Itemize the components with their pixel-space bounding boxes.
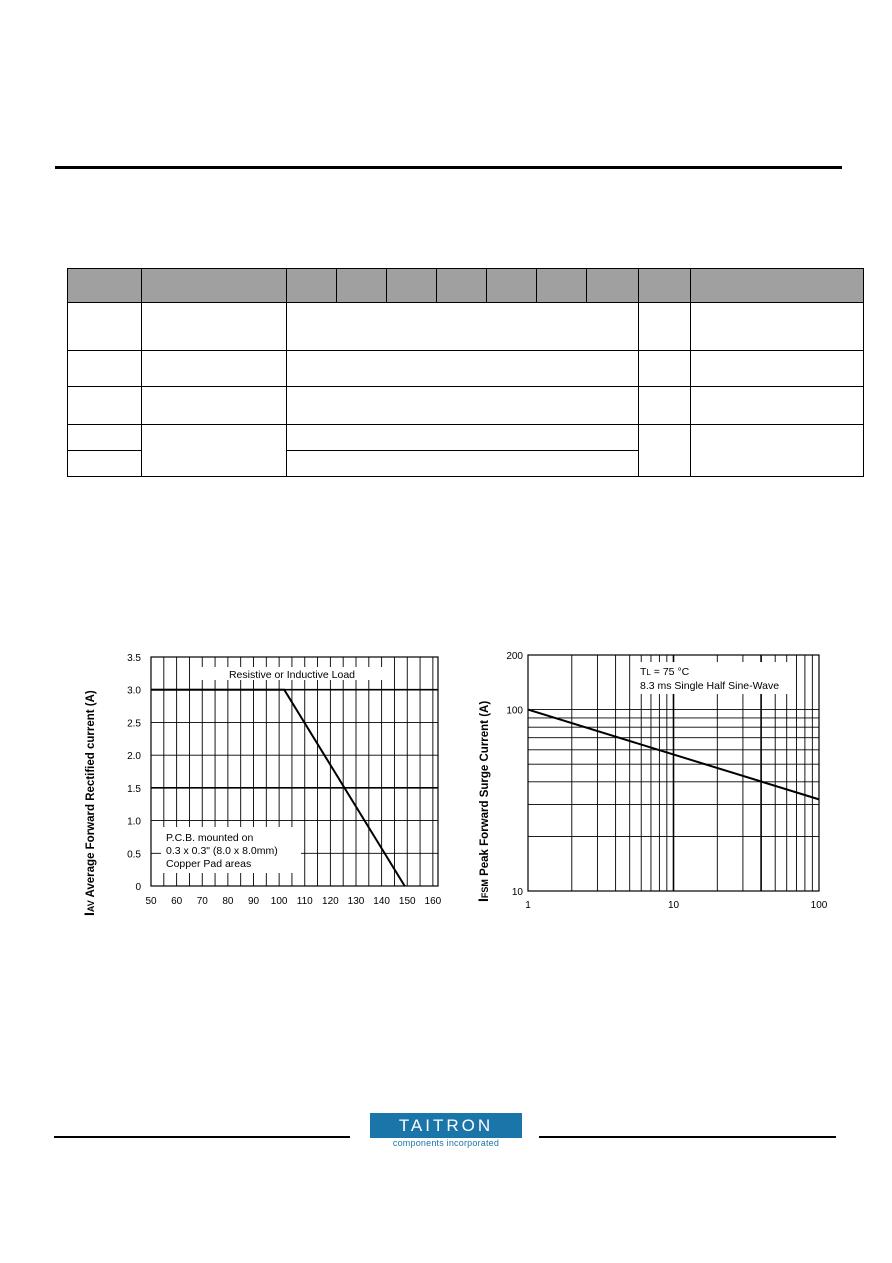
header-cell	[437, 269, 487, 303]
x-tick-label: 50	[145, 896, 157, 907]
surge-chart	[470, 640, 840, 930]
y-tick-label: 0.5	[127, 849, 141, 861]
x-tick-label: 160	[424, 896, 442, 907]
table-cell	[691, 351, 864, 387]
x-tick-label: 80	[222, 896, 234, 907]
x-tick-label: 150	[398, 896, 416, 907]
surge-chart-svg	[470, 640, 840, 930]
header-cell	[691, 269, 864, 303]
table-cell	[639, 351, 691, 387]
x-tick-label: 90	[247, 896, 260, 907]
table-cell	[68, 451, 142, 477]
table-cell	[287, 425, 639, 451]
y-tick-label: 10	[511, 887, 523, 898]
table-cell	[68, 303, 142, 351]
y-axis-label: IFSM Peak Forward Surge Current (A)	[475, 700, 491, 902]
pcb-annotation-line2: 0.3 x 0.3" (8.0 x 8.0mm)	[166, 845, 278, 857]
logo-tagline: components incorporated	[392, 1138, 500, 1148]
y-tick-label: 1.5	[127, 783, 141, 795]
header-cell	[587, 269, 639, 303]
table-cell	[639, 303, 691, 351]
header-cell	[68, 269, 142, 303]
header-cell	[142, 269, 287, 303]
table-cell	[691, 425, 864, 477]
y-tick-label: 1.0	[127, 816, 141, 828]
logo-wordmark: TAITRON	[370, 1113, 522, 1138]
table-cell	[68, 425, 142, 451]
ratings-table	[67, 268, 864, 477]
x-tick-label: 10	[667, 900, 680, 911]
x-tick-label: 1	[525, 900, 531, 911]
table-header-row	[68, 269, 864, 303]
footer-rule-right	[539, 1136, 836, 1138]
pcb-annotation-line1: P.C.B. mounted on	[166, 832, 254, 844]
x-tick-label: 100	[810, 900, 828, 911]
table-cell	[68, 387, 142, 425]
table-cell	[287, 451, 639, 477]
y-tick-label: 2.5	[127, 718, 141, 730]
y-axis-label: IAV Average Forward Rectified current (A)	[81, 690, 97, 916]
derating-chart-svg	[76, 640, 446, 930]
table-row	[68, 351, 864, 387]
x-tick-label: 140	[373, 896, 390, 907]
header-cell	[287, 269, 337, 303]
footer-rule-left	[54, 1136, 350, 1138]
table-row	[68, 303, 864, 351]
table-cell	[691, 303, 864, 351]
y-tick-label: 0	[135, 882, 141, 893]
pcb-annotation-line3: Copper Pad areas	[166, 858, 252, 870]
table-cell	[68, 351, 142, 387]
table-cell	[142, 303, 287, 351]
table-cell	[142, 351, 287, 387]
header-cell	[487, 269, 537, 303]
x-tick-label: 70	[196, 896, 208, 907]
y-tick-label: 3.5	[127, 653, 141, 664]
waveform-annotation: 8.3 ms Single Half Sine-Wave	[640, 680, 780, 692]
table-cell	[142, 425, 287, 477]
table-cell	[142, 387, 287, 425]
header-cell	[387, 269, 437, 303]
table-row	[68, 425, 864, 451]
header-cell	[337, 269, 387, 303]
table-cell	[287, 303, 639, 351]
lead-temp-annotation: TL = 75 °C	[640, 666, 690, 678]
header-rule	[55, 166, 842, 169]
x-tick-label: 110	[296, 896, 313, 907]
table-cell	[639, 387, 691, 425]
table-cell	[639, 425, 691, 477]
load-annotation: Resistive or Inductive Load	[228, 669, 356, 681]
y-tick-label: 3.0	[127, 685, 141, 697]
y-tick-label: 2.0	[127, 751, 141, 763]
table-row	[68, 387, 864, 425]
table-cell	[287, 387, 639, 425]
table-cell	[287, 351, 639, 387]
x-tick-label: 130	[347, 896, 365, 907]
derating-chart	[76, 640, 446, 930]
x-tick-label: 100	[270, 896, 288, 907]
y-tick-label: 100	[506, 705, 523, 717]
header-cell	[537, 269, 587, 303]
header-cell	[639, 269, 691, 303]
x-tick-label: 120	[322, 896, 339, 907]
y-tick-label: 200	[506, 651, 523, 662]
taitron-logo	[370, 1113, 522, 1148]
table-cell	[691, 387, 864, 425]
x-tick-label: 60	[171, 896, 183, 907]
